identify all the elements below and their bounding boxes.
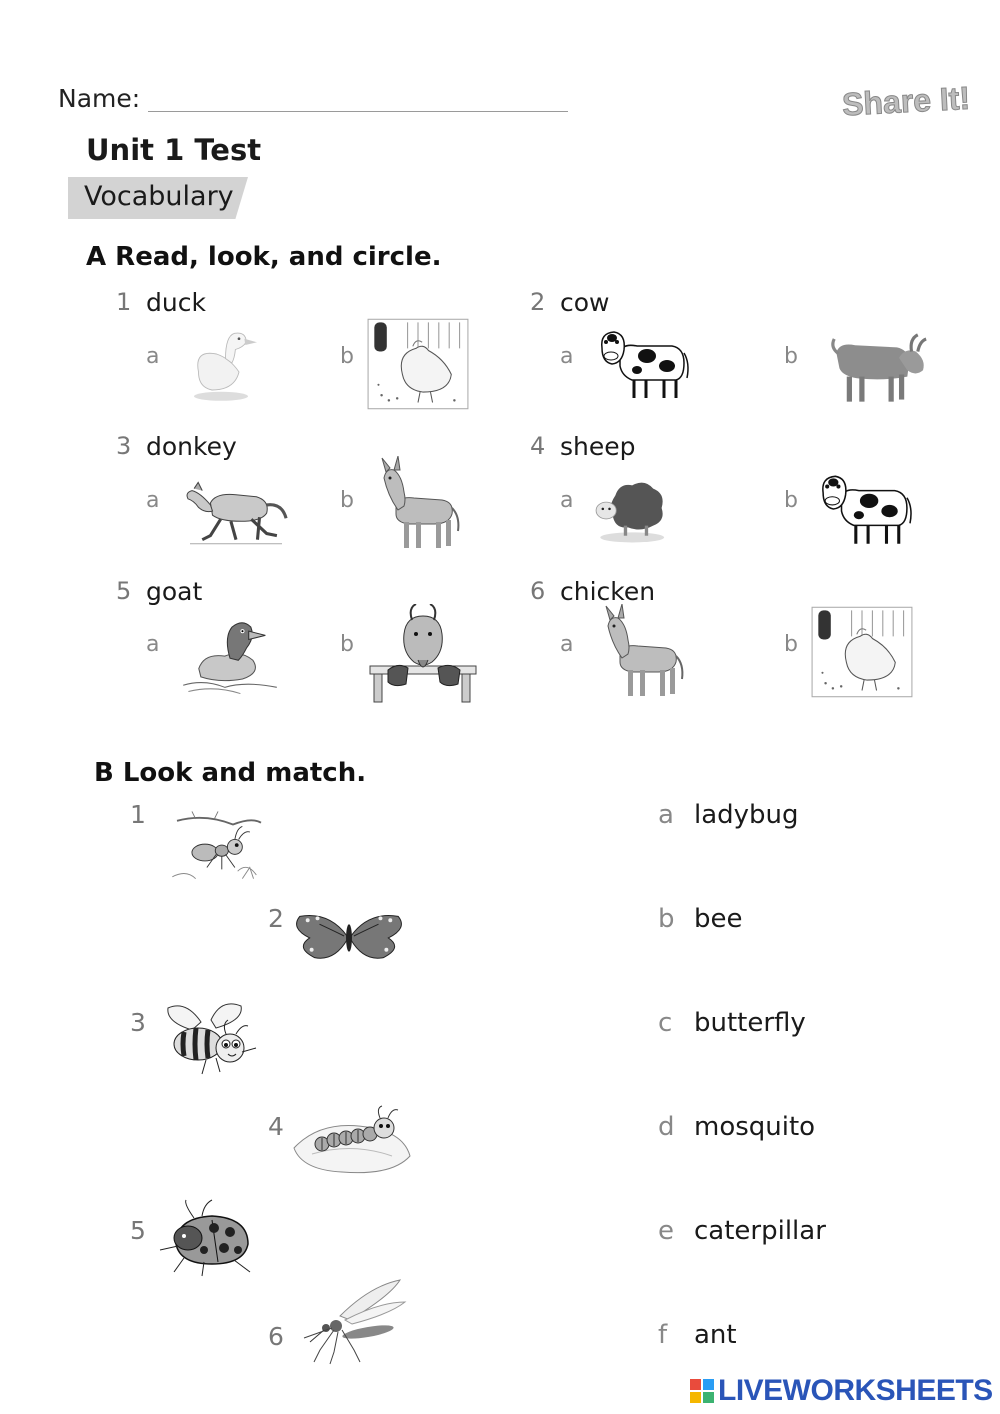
option-b-label: b (784, 632, 798, 657)
match-letter: b (658, 904, 675, 934)
chicken-image[interactable] (810, 604, 914, 700)
match-picture-number: 5 (130, 1216, 146, 1245)
option-a-label: a (146, 632, 160, 657)
question-word: sheep (560, 432, 636, 461)
duck-image[interactable] (178, 606, 282, 700)
match-word-ladybug[interactable]: ladybug (694, 800, 799, 830)
butterfly-image[interactable] (290, 906, 408, 966)
option-b-label: b (784, 488, 798, 513)
section-b-title: B Look and match. (94, 758, 367, 788)
question-number: 6 (530, 577, 546, 605)
match-letter: c (658, 1008, 673, 1038)
match-word-mosquito[interactable]: mosquito (694, 1112, 816, 1142)
match-word-butterfly[interactable]: butterfly (694, 1008, 806, 1038)
option-b-label: b (340, 344, 354, 369)
match-word-caterpillar[interactable]: caterpillar (694, 1216, 826, 1246)
goat-image[interactable] (368, 604, 478, 704)
unit-title: Unit 1 Test (86, 133, 262, 167)
option-a-label: a (560, 488, 574, 513)
ladybug-image[interactable] (154, 1198, 264, 1278)
question-number: 5 (116, 577, 132, 605)
mosquito-image[interactable] (290, 1276, 410, 1366)
match-word-bee[interactable]: bee (694, 904, 743, 934)
match-letter: e (658, 1216, 674, 1246)
cow-image[interactable] (810, 462, 918, 554)
liveworksheets-brand: LIVEWORKSHEETS (718, 1374, 993, 1407)
liveworksheets-logo (690, 1374, 993, 1408)
option-b-label: b (340, 632, 354, 657)
sheep-image[interactable] (586, 464, 670, 552)
section-label: Vocabulary (84, 181, 234, 212)
chicken-image[interactable] (366, 316, 470, 412)
question-number: 4 (530, 432, 546, 460)
option-a-label: a (560, 632, 574, 657)
match-picture-number: 2 (268, 904, 284, 933)
match-picture-number: 4 (268, 1112, 284, 1141)
caterpillar-image[interactable] (292, 1098, 412, 1178)
share-it-logo (838, 78, 978, 122)
question-word: cow (560, 288, 610, 317)
name-line[interactable] (148, 111, 568, 112)
question-number: 1 (116, 288, 132, 316)
match-picture-number: 1 (130, 800, 146, 829)
question-number: 3 (116, 432, 132, 460)
match-letter: d (658, 1112, 675, 1142)
liveworksheets-icon (690, 1379, 714, 1403)
donkey-image[interactable] (588, 604, 688, 704)
match-picture-number: 6 (268, 1322, 284, 1351)
name-label: Name: (58, 84, 141, 113)
horse-image[interactable] (178, 462, 294, 554)
cow-image[interactable] (590, 318, 694, 408)
option-a-label: a (146, 344, 160, 369)
match-picture-number: 3 (130, 1008, 146, 1037)
section-a-title: A Read, look, and circle. (86, 242, 442, 272)
question-word: donkey (146, 432, 237, 461)
donkey-image[interactable] (364, 456, 464, 556)
goat-image[interactable] (806, 316, 946, 410)
option-b-label: b (784, 344, 798, 369)
match-letter: f (658, 1320, 668, 1350)
option-a-label: a (560, 344, 574, 369)
question-number: 2 (530, 288, 546, 316)
question-word: duck (146, 288, 206, 317)
duck-image[interactable] (176, 320, 266, 406)
match-word-ant[interactable]: ant (694, 1320, 737, 1350)
ant-image[interactable] (164, 804, 274, 888)
bee-image[interactable] (156, 1000, 266, 1080)
match-letter: a (658, 800, 674, 830)
question-word: goat (146, 577, 203, 606)
option-a-label: a (146, 488, 160, 513)
question-word: chicken (560, 577, 656, 606)
svg-text:Share It!: Share It! (841, 79, 971, 122)
option-b-label: b (340, 488, 354, 513)
